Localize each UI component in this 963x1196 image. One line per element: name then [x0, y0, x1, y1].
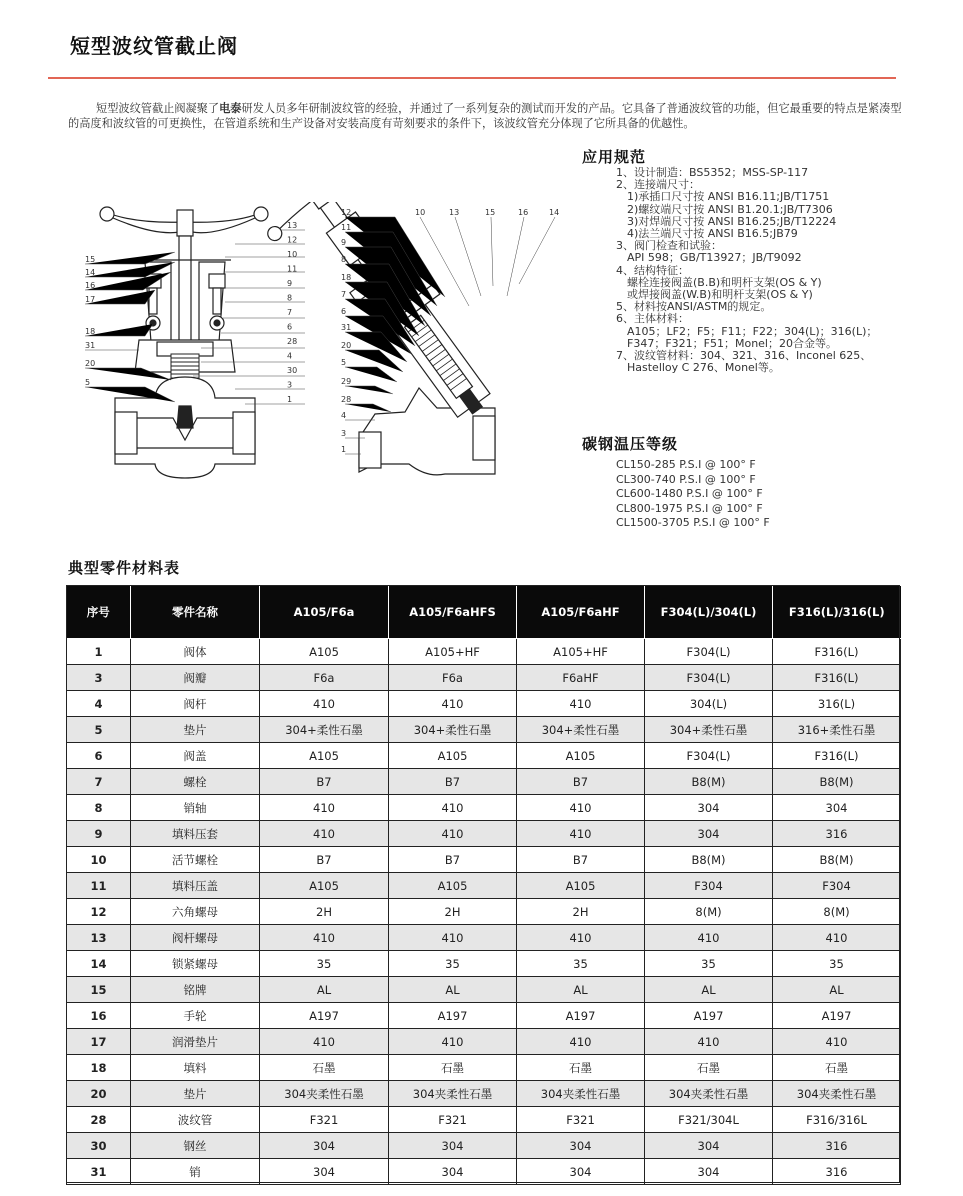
table-row: [67, 769, 901, 795]
material-cell: 石墨: [389, 1055, 517, 1081]
callout-number: 28: [341, 395, 352, 404]
callout-number: 9: [287, 279, 293, 288]
callout-number: 12: [341, 208, 352, 217]
part-name-cell: 填料压盖: [131, 873, 260, 899]
material-cell: B8(M): [773, 769, 901, 795]
column-header: F316(L)/316(L): [773, 586, 901, 639]
callout-number: 31: [341, 323, 352, 332]
part-number-cell: 12: [67, 899, 131, 925]
material-cell: 410: [517, 691, 645, 717]
part-number-cell: 10: [67, 847, 131, 873]
material-cell: A105: [260, 639, 389, 665]
part-name-cell: 填料: [131, 1055, 260, 1081]
table-header-row: [67, 586, 901, 639]
callout-number: 7: [341, 290, 347, 299]
material-cell: AL: [260, 977, 389, 1003]
spec-line: 2、连接端尺寸：: [616, 178, 700, 192]
material-cell: A105: [389, 873, 517, 899]
callout-number: 20: [341, 341, 352, 350]
material-cell: B7: [260, 847, 389, 873]
material-cell: B7: [389, 769, 517, 795]
part-name-cell: 填料压套: [131, 821, 260, 847]
pressure-heading: 碳钢温压等级: [582, 435, 679, 453]
callout-number: 4: [341, 411, 347, 420]
material-cell: 304: [645, 821, 773, 847]
material-cell: F304(L): [645, 665, 773, 691]
callout-number: 4: [287, 351, 293, 361]
material-cell: B7: [260, 769, 389, 795]
pressure-rating-line: CL300-740 P.S.I @ 100° F: [616, 472, 756, 486]
spec-line: 4)法兰端尺寸按 ANSI B16.5;JB79: [616, 227, 798, 241]
table-row: [67, 665, 901, 691]
material-cell: F321/304L: [645, 1107, 773, 1133]
part-number-cell: 16: [67, 1003, 131, 1029]
material-cell: 2H: [389, 899, 517, 925]
table-row: [67, 1133, 901, 1159]
part-number-cell: 17: [67, 1029, 131, 1055]
table-row: [67, 1107, 901, 1133]
callout-number: 12: [287, 235, 298, 245]
part-number-cell: 7: [67, 769, 131, 795]
callout-number: 6: [341, 307, 347, 316]
callout-number: 18: [341, 273, 352, 282]
material-cell: 35: [260, 951, 389, 977]
callout-number: 13: [449, 208, 460, 217]
callout-number: 5: [341, 358, 347, 367]
callout-number: 8: [287, 293, 293, 303]
part-name-cell: 铭牌: [131, 977, 260, 1003]
part-number-cell: 31: [67, 1159, 131, 1185]
material-cell: 410: [389, 1029, 517, 1055]
part-name-cell: 阀瓣: [131, 665, 260, 691]
table-row: [67, 717, 901, 743]
part-name-cell: 阀体: [131, 639, 260, 665]
material-cell: B8(M): [773, 847, 901, 873]
part-name-cell: 润滑垫片: [131, 1029, 260, 1055]
material-cell: 316: [773, 821, 901, 847]
material-cell: 石墨: [517, 1055, 645, 1081]
material-cell: 304夹柔性石墨: [260, 1081, 389, 1107]
title-divider: [48, 77, 896, 79]
part-number-cell: 5: [67, 717, 131, 743]
callout-number: 16: [518, 208, 529, 217]
callout-number: 1: [287, 395, 293, 404]
material-cell: 304: [773, 795, 901, 821]
material-cell: 410: [389, 691, 517, 717]
table-row: [67, 1159, 901, 1185]
part-number-cell: 11: [67, 873, 131, 899]
spec-line: 6、主体材料：: [616, 312, 689, 326]
material-cell: 2H: [517, 899, 645, 925]
table-row: [67, 1029, 901, 1055]
material-cell: A197: [773, 1003, 901, 1029]
part-number-cell: 8: [67, 795, 131, 821]
part-number-cell: 1: [67, 639, 131, 665]
material-cell: 8(M): [773, 899, 901, 925]
callout-number: 31: [85, 341, 96, 350]
material-cell: 35: [389, 951, 517, 977]
material-cell: F304: [645, 873, 773, 899]
pressure-rating-line: CL600-1480 P.S.I @ 100° F: [616, 487, 763, 501]
table-row: [67, 873, 901, 899]
table-row: [67, 743, 901, 769]
page-title: 短型波纹管截止阀: [70, 34, 238, 58]
intro-text-before: 短型波纹管截止阀凝聚了: [96, 102, 220, 115]
material-cell: 2H: [260, 899, 389, 925]
material-cell: 410: [773, 925, 901, 951]
material-cell: A197: [389, 1003, 517, 1029]
callout-number: 9: [341, 238, 347, 247]
material-cell: 304: [517, 1159, 645, 1185]
callout-number: 8: [341, 255, 347, 264]
material-cell: F316(L): [773, 743, 901, 769]
part-name-cell: 锁紧螺母: [131, 951, 260, 977]
material-cell: 410: [260, 821, 389, 847]
material-cell: 410: [260, 1029, 389, 1055]
material-cell: B8(M): [645, 847, 773, 873]
material-cell: 304(L): [645, 691, 773, 717]
y-valve-top-labels: [415, 208, 559, 217]
table-row: [67, 1055, 901, 1081]
material-cell: 410: [260, 925, 389, 951]
pressure-rating-list: [616, 458, 770, 531]
part-name-cell: 波纹管: [131, 1107, 260, 1133]
material-cell: A105+HF: [517, 639, 645, 665]
callout-number: 11: [287, 264, 298, 274]
material-cell: 304: [645, 795, 773, 821]
material-cell: 304夹柔性石墨: [645, 1081, 773, 1107]
part-number-cell: 13: [67, 925, 131, 951]
callout-number: 28: [287, 337, 298, 346]
material-cell: F321: [389, 1107, 517, 1133]
spec-line: 1)承插口尺寸按 ANSI B16.11;JB/T1751: [616, 190, 830, 204]
brand-name: 电泰: [219, 102, 242, 115]
material-cell: A105: [389, 743, 517, 769]
callout-number: 14: [85, 268, 96, 277]
part-name-cell: 六角螺母: [131, 899, 260, 925]
material-cell: F316/316L: [773, 1107, 901, 1133]
callout-number: 10: [287, 250, 298, 259]
material-cell: B7: [389, 847, 517, 873]
table-row: [67, 899, 901, 925]
callout-number: 13: [287, 221, 298, 230]
spec-line: 或焊接阀盖(W.B)和明杆支架(OS & Y): [616, 288, 813, 302]
material-cell: 304+柔性石墨: [260, 717, 389, 743]
material-cell: F6aHF: [517, 665, 645, 691]
material-cell: F304(L): [645, 639, 773, 665]
part-number-cell: 4: [67, 691, 131, 717]
callout-number: 11: [341, 223, 352, 232]
spec-line: 5、材料按ANSI/ASTM的规定。: [616, 300, 772, 314]
material-cell: 410: [517, 1029, 645, 1055]
material-cell: F304(L): [645, 743, 773, 769]
straight-valve-left-labels: [85, 255, 95, 387]
part-number-cell: 14: [67, 951, 131, 977]
part-name-cell: 阀盖: [131, 743, 260, 769]
part-number-cell: 28: [67, 1107, 131, 1133]
part-number-cell: 9: [67, 821, 131, 847]
material-cell: 304: [389, 1133, 517, 1159]
column-header: 零件名称: [131, 586, 260, 639]
part-name-cell: 手轮: [131, 1003, 260, 1029]
material-cell: B7: [517, 847, 645, 873]
callout-number: 15: [485, 208, 496, 217]
material-cell: AL: [389, 977, 517, 1003]
material-cell: 316+柔性石墨: [773, 717, 901, 743]
material-cell: 8(M): [645, 899, 773, 925]
spec-line: 1、设计制造：BS5352；MSS-SP-117: [616, 166, 809, 179]
part-number-cell: 18: [67, 1055, 131, 1081]
material-cell: A197: [517, 1003, 645, 1029]
material-cell: 石墨: [773, 1055, 901, 1081]
material-cell: 410: [517, 795, 645, 821]
material-cell: 304: [645, 1159, 773, 1185]
material-cell: F6a: [389, 665, 517, 691]
callout-number: 18: [85, 327, 96, 336]
callout-number: 6: [287, 322, 293, 332]
intro-paragraph: [68, 101, 904, 131]
part-name-cell: 钢丝: [131, 1133, 260, 1159]
material-cell: 石墨: [260, 1055, 389, 1081]
valve-section-drawing: [75, 202, 585, 492]
material-cell: 410: [260, 691, 389, 717]
table-row: [67, 639, 901, 665]
material-cell: F316(L): [773, 665, 901, 691]
material-cell: B8(M): [645, 769, 773, 795]
material-cell: 316: [773, 1159, 901, 1185]
spec-line: API 598；GB/T13927；JB/T9092: [616, 251, 802, 265]
callout-number: 10: [415, 208, 426, 217]
straight-valve-right-labels: [287, 221, 297, 404]
material-cell: 316(L): [773, 691, 901, 717]
material-cell: A105: [517, 873, 645, 899]
material-cell: 410: [260, 795, 389, 821]
column-header: A105/F6a: [260, 586, 389, 639]
table-heading: 典型零件材料表: [68, 559, 181, 577]
material-cell: 410: [389, 795, 517, 821]
material-cell: F316(L): [773, 639, 901, 665]
column-header: A105/F6aHF: [517, 586, 645, 639]
material-cell: A105+HF: [389, 639, 517, 665]
material-cell: A105: [517, 743, 645, 769]
table-row: [67, 821, 901, 847]
column-header: 序号: [67, 586, 131, 639]
table-row: [67, 977, 901, 1003]
spec-line: 4、结构特征：: [616, 263, 689, 277]
material-cell: F321: [517, 1107, 645, 1133]
material-cell: B7: [517, 769, 645, 795]
spec-line: A105；LF2；F5；F11；F22；304(L)；316(L)；: [616, 324, 878, 338]
intro-text-after: 研发人员多年研制波纹管的经验，并通过了一系列复杂的测试而开发的产品。它具备了普通波纹管的功能，但它最重要的特点是紧凑型的高度和波纹管的可更换性，在管道系统和生产设备对安装高度有苛刻要求的条件下，该波纹管充分体现了它所具备的优越性。: [68, 102, 902, 130]
parts-material-table: [66, 585, 901, 1185]
material-cell: F6a: [260, 665, 389, 691]
spec-line: 3、阀门检查和试验：: [616, 239, 722, 253]
material-cell: 410: [389, 925, 517, 951]
material-cell: 304+柔性石墨: [645, 717, 773, 743]
part-name-cell: 螺栓: [131, 769, 260, 795]
material-cell: 304+柔性石墨: [517, 717, 645, 743]
material-cell: 304夹柔性石墨: [773, 1081, 901, 1107]
callout-number: 1: [341, 445, 347, 454]
pressure-rating-line: CL800-1975 P.S.I @ 100° F: [616, 501, 763, 515]
part-name-cell: 销轴: [131, 795, 260, 821]
material-cell: A105: [260, 873, 389, 899]
material-cell: 304+柔性石墨: [389, 717, 517, 743]
material-cell: 石墨: [645, 1055, 773, 1081]
table-row: [67, 925, 901, 951]
callout-number: 14: [549, 208, 560, 217]
pressure-rating-line: CL1500-3705 P.S.I @ 100° F: [616, 516, 770, 530]
callout-number: 20: [85, 359, 96, 368]
material-cell: AL: [645, 977, 773, 1003]
material-cell: 35: [773, 951, 901, 977]
spec-list: [616, 167, 916, 374]
callout-number: 30: [287, 366, 298, 375]
material-cell: 304夹柔性石墨: [389, 1081, 517, 1107]
material-cell: AL: [517, 977, 645, 1003]
part-name-cell: 活节螺栓: [131, 847, 260, 873]
material-cell: 304: [260, 1133, 389, 1159]
spec-line: 7、波纹管材料：304、321、316、Inconel 625、: [616, 349, 872, 363]
material-cell: 410: [517, 925, 645, 951]
material-cell: 410: [645, 1029, 773, 1055]
material-cell: AL: [773, 977, 901, 1003]
callout-number: 15: [85, 255, 96, 264]
callout-number: 3: [341, 429, 347, 438]
spec-line: F347；F321；F51；Monel；20合金等。: [616, 336, 837, 350]
part-number-cell: 3: [67, 665, 131, 691]
part-name-cell: 阀杆: [131, 691, 260, 717]
part-name-cell: 垫片: [131, 1081, 260, 1107]
part-number-cell: 30: [67, 1133, 131, 1159]
material-cell: A105: [260, 743, 389, 769]
material-cell: A197: [260, 1003, 389, 1029]
spec-heading: 应用规范: [582, 148, 647, 166]
material-cell: 304: [260, 1159, 389, 1185]
table-row: [67, 795, 901, 821]
material-cell: 410: [773, 1029, 901, 1055]
spec-line: 2)螺纹端尺寸按 ANSI B1.20.1;JB/T7306: [616, 202, 833, 216]
material-cell: F321: [260, 1107, 389, 1133]
material-cell: 35: [517, 951, 645, 977]
material-cell: 304: [645, 1133, 773, 1159]
table-row: [67, 1081, 901, 1107]
material-cell: 304夹柔性石墨: [517, 1081, 645, 1107]
part-number-cell: 20: [67, 1081, 131, 1107]
straight-valve-drawing: [100, 207, 268, 478]
material-cell: 410: [517, 821, 645, 847]
table-row: [67, 847, 901, 873]
callout-number: 7: [287, 308, 293, 317]
material-cell: 410: [389, 821, 517, 847]
table-row: [67, 1003, 901, 1029]
material-cell: A197: [645, 1003, 773, 1029]
table-row: [67, 951, 901, 977]
material-cell: 35: [645, 951, 773, 977]
material-cell: 304: [517, 1133, 645, 1159]
material-cell: 304: [389, 1159, 517, 1185]
part-name-cell: 销: [131, 1159, 260, 1185]
callout-number: 5: [85, 378, 91, 387]
callout-number: 16: [85, 281, 96, 290]
part-number-cell: 15: [67, 977, 131, 1003]
callout-number: 29: [341, 377, 352, 386]
spec-line: 3)对焊端尺寸按 ANSI B16.25;JB/T12224: [616, 214, 837, 228]
column-header: F304(L)/304(L): [645, 586, 773, 639]
callout-number: 3: [287, 380, 293, 390]
part-name-cell: 阀杆螺母: [131, 925, 260, 951]
part-number-cell: 6: [67, 743, 131, 769]
column-header: A105/F6aHFS: [389, 586, 517, 639]
callout-number: 17: [85, 295, 96, 304]
part-name-cell: 垫片: [131, 717, 260, 743]
material-cell: F304: [773, 873, 901, 899]
material-cell: 316: [773, 1133, 901, 1159]
table-row: [67, 691, 901, 717]
pressure-rating-line: CL150-285 P.S.I @ 100° F: [616, 458, 756, 471]
spec-line: 螺栓连接阀盖(B.B)和明杆支架(OS & Y): [616, 275, 822, 289]
material-cell: 410: [645, 925, 773, 951]
spec-line: Hastelloy C 276、Monel等。: [616, 361, 780, 375]
